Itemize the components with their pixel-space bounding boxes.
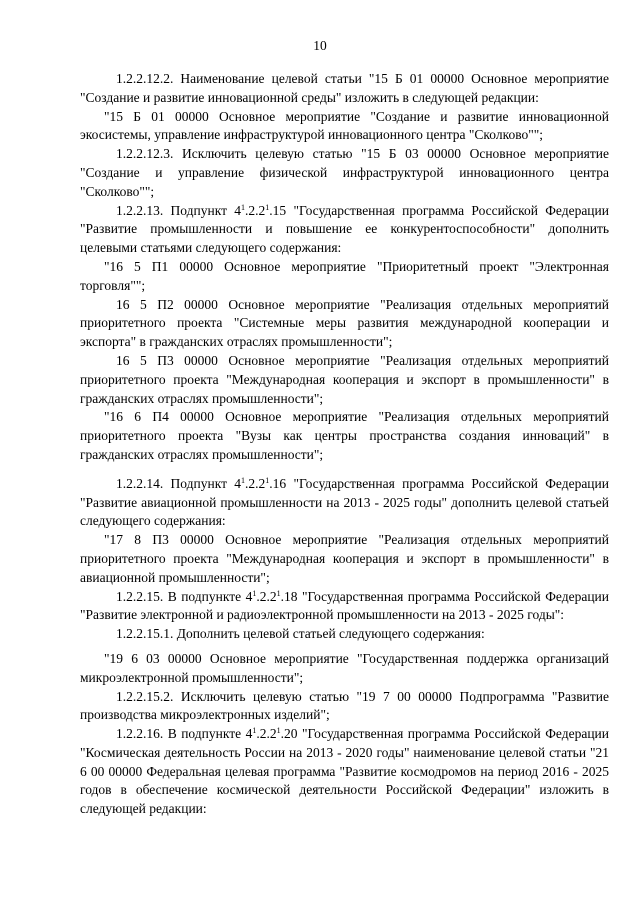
paragraph-1-2-2-15-2: 1.2.2.15.2. Исключить целевую статью "19 7 00 00000 Подпрограмма "Развитие производства микроэлектронных изделий"; bbox=[80, 688, 609, 723]
paragraph-1-2-2-16 bbox=[80, 725, 609, 819]
paragraph-text-end: .16 "Государственная программа Российской Федерации "Развитие авиационной промышленности на 2013 - 2025 годы" дополнить целевой статьей следующего содержания: bbox=[80, 475, 609, 529]
paragraph-165p2: 16 5 П2 00000 Основное мероприятие "Реализация отдельных мероприятий приоритетного проекта "Системные меры развития международной кооперации и экспорта" в гражданских отраслях промышленности"; bbox=[80, 296, 609, 350]
superscript: 1 bbox=[241, 202, 246, 212]
paragraph-text-end: .15 "Государственная программа Российской Федерации "Развитие промышленности и повышение ее конкурентоспособности" дополнить целевыми статьями следующего содержания: bbox=[80, 202, 609, 256]
document-body bbox=[80, 70, 609, 819]
paragraph-quote-178p3: "17 8 П3 00000 Основное мероприятие "Реализация отдельных мероприятий приоритетного проекта "Международная кооперация и экспорт в промышленности" в авиационной промышленности"; bbox=[80, 532, 609, 585]
paragraph-1-2-2-14 bbox=[80, 475, 609, 531]
superscript: 1 bbox=[241, 475, 246, 485]
superscript: 1 bbox=[265, 475, 270, 485]
paragraph-quote-166p4: "16 6 П4 00000 Основное мероприятие "Реализация отдельных мероприятий приоритетного проекта "Вузы как центры пространства создания инноваций" в гражданских отраслях промышленности"; bbox=[80, 409, 609, 462]
paragraph-text-start: 1.2.2.15. В подпункте 4 bbox=[116, 588, 253, 604]
paragraph-text-end: .20 "Государственная программа Российской Федерации "Космическая деятельность России на 2013 - 2020 годы" наименование целевой статьи "21 6 00 00000 Федеральная целевая программа "Развитие космодромов на период 2016 - 2025 годов в обеспечение космической деятельности Российской Федерации" изложить в следующей редакции: bbox=[80, 726, 609, 817]
page-number: 10 bbox=[313, 38, 327, 53]
paragraph-text-mid: .2.2 bbox=[245, 202, 266, 218]
paragraph-text-mid: .2.2 bbox=[256, 726, 277, 742]
superscript: 1 bbox=[276, 588, 281, 598]
superscript: 1 bbox=[252, 588, 257, 598]
paragraph-1-2-2-15-1: 1.2.2.15.1. Дополнить целевой статьей следующего содержания: bbox=[116, 626, 485, 642]
paragraph-quote-19603: "19 6 03 00000 Основное мероприятие "Государственная поддержка организаций микроэлектронной промышленности"; bbox=[80, 650, 609, 685]
paragraph-text-mid: .2.2 bbox=[256, 588, 277, 604]
paragraph-text-end: .18 "Государственная программа Российской Федерации "Развитие электронной и радиоэлектронной промышленности на 2013 - 2025 годы": bbox=[80, 588, 609, 623]
superscript: 1 bbox=[276, 726, 281, 736]
paragraph-quote-15b01: "15 Б 01 00000 Основное мероприятие "Создание и развитие инновационной экосистемы, управление инфраструктурой инновационного центра "Сколково""; bbox=[80, 108, 609, 143]
paragraph-1-2-2-13 bbox=[80, 202, 609, 258]
superscript: 1 bbox=[265, 202, 270, 212]
paragraph-text-mid: .2.2 bbox=[245, 475, 266, 491]
paragraph-1-2-2-12-2: 1.2.2.12.2. Наименование целевой статьи "15 Б 01 00000 Основное мероприятие "Создание и развитие инновационной среды" изложить в следующей редакции: bbox=[80, 71, 609, 105]
paragraph-1-2-2-15 bbox=[80, 588, 609, 626]
paragraph-text-start: 1.2.2.13. Подпункт 4 bbox=[116, 202, 242, 218]
paragraph-165p3: 16 5 П3 00000 Основное мероприятие "Реализация отдельных мероприятий приоритетного проекта "Международная кооперация и экспорт в промышленности" в гражданских отраслях промышленности"; bbox=[80, 352, 609, 406]
paragraph-text-start: 1.2.2.14. Подпункт 4 bbox=[116, 475, 242, 491]
superscript: 1 bbox=[252, 726, 257, 736]
paragraph-text-start: 1.2.2.16. В подпункте 4 bbox=[116, 726, 253, 742]
paragraph-quote-165p1: "16 5 П1 00000 Основное мероприятие "Приоритетный проект "Электронная торговля""; bbox=[80, 258, 609, 293]
paragraph-1-2-2-12-3: 1.2.2.12.3. Исключить целевую статью "15 Б 03 00000 Основное мероприятие "Создание и управление физической инфраструктурой инновационного центра "Сколково""; bbox=[80, 146, 609, 199]
